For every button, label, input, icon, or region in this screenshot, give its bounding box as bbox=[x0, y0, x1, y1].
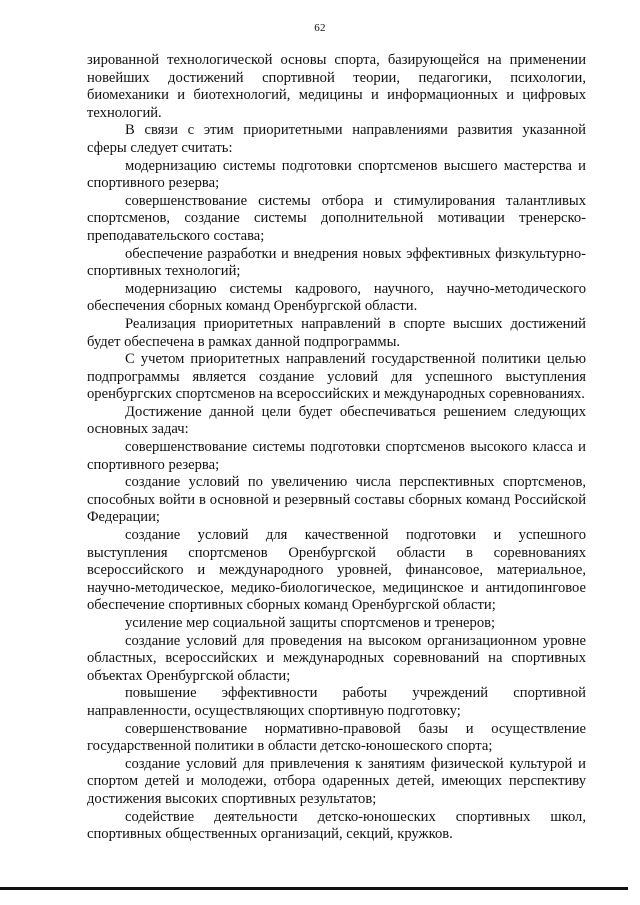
paragraph: Достижение данной цели будет обеспечиваться решением следующих основных задач: bbox=[87, 403, 586, 438]
paragraph: совершенствование нормативно-правовой базы и осуществление государственной политики в области детско-юношеского спорта; bbox=[87, 720, 586, 755]
paragraph: повышение эффективности работы учреждений спортивной направленности, осуществляющих спортивную подготовку; bbox=[87, 685, 586, 719]
paragraph: создание условий для качественной подготовки и успешного выступления спортсменов Оренбургской области в соревнованиях всероссийского и международного уровней, финансовое, материальное, научно-методическое, медико-биологическое, медицинское и антидопинговое обеспечение спортивных сборных команд Оренбургской области; bbox=[87, 527, 586, 614]
paragraph: совершенствование системы отбора и стимулирования талантливых спортсменов, создание системы дополнительной мотивации тренерско-преподавательского состава; bbox=[87, 192, 586, 244]
paragraph: Реализация приоритетных направлений в спорте высших достижений будет обеспечена в рамках данной подпрограммы. bbox=[87, 315, 586, 350]
paragraph: создание условий для проведения на высоком организационном уровне областных, всероссийских и международных соревнований на спортивных объектах Оренбургской области; bbox=[87, 632, 586, 684]
paragraph: создание условий по увеличению числа перспективных спортсменов, способных войти в основной и резервный составы сборных команд Российской Федерации; bbox=[87, 474, 586, 526]
paragraph: В связи с этим приоритетными направлениями развития указанной сферы следует считать: bbox=[87, 122, 586, 156]
paragraph: создание условий для привлечения к занятиям физической культурой и спортом детей и молодежи, отбора одаренных детей, имеющих перспективу достижения высоких спортивных результатов; bbox=[87, 755, 586, 807]
paragraph: зированной технологической основы спорта, базирующейся на применении новейших достижений спортивной теории, педагогики, психологии, биомеханики и биотехнологий, медицины и информационных и цифровых технологий. bbox=[87, 52, 586, 121]
document-body bbox=[87, 52, 586, 844]
paragraph: С учетом приоритетных направлений государственной политики целью подпрограммы является создание условий для успешного выступления оренбургских спортсменов на всероссийских и международных соревнованиях. bbox=[87, 351, 586, 403]
paragraph: модернизацию системы кадрового, научного, научно-методического обеспечения сборных команд Оренбургской области. bbox=[87, 280, 586, 315]
paragraph: модернизацию системы подготовки спортсменов высшего мастерства и спортивного резерва; bbox=[87, 157, 586, 192]
bottom-rule bbox=[0, 887, 628, 890]
paragraph: содействие деятельности детско-юношеских спортивных школ, спортивных общественных организаций, секций, кружков. bbox=[87, 808, 586, 843]
page-number: 62 bbox=[314, 22, 326, 34]
paragraph: совершенствование системы подготовки спортсменов высокого класса и спортивного резерва; bbox=[87, 439, 586, 473]
paragraph: обеспечение разработки и внедрения новых эффективных физкультурно-спортивных технологий; bbox=[87, 245, 586, 280]
paragraph: усиление мер социальной защиты спортсменов и тренеров; bbox=[125, 615, 496, 631]
